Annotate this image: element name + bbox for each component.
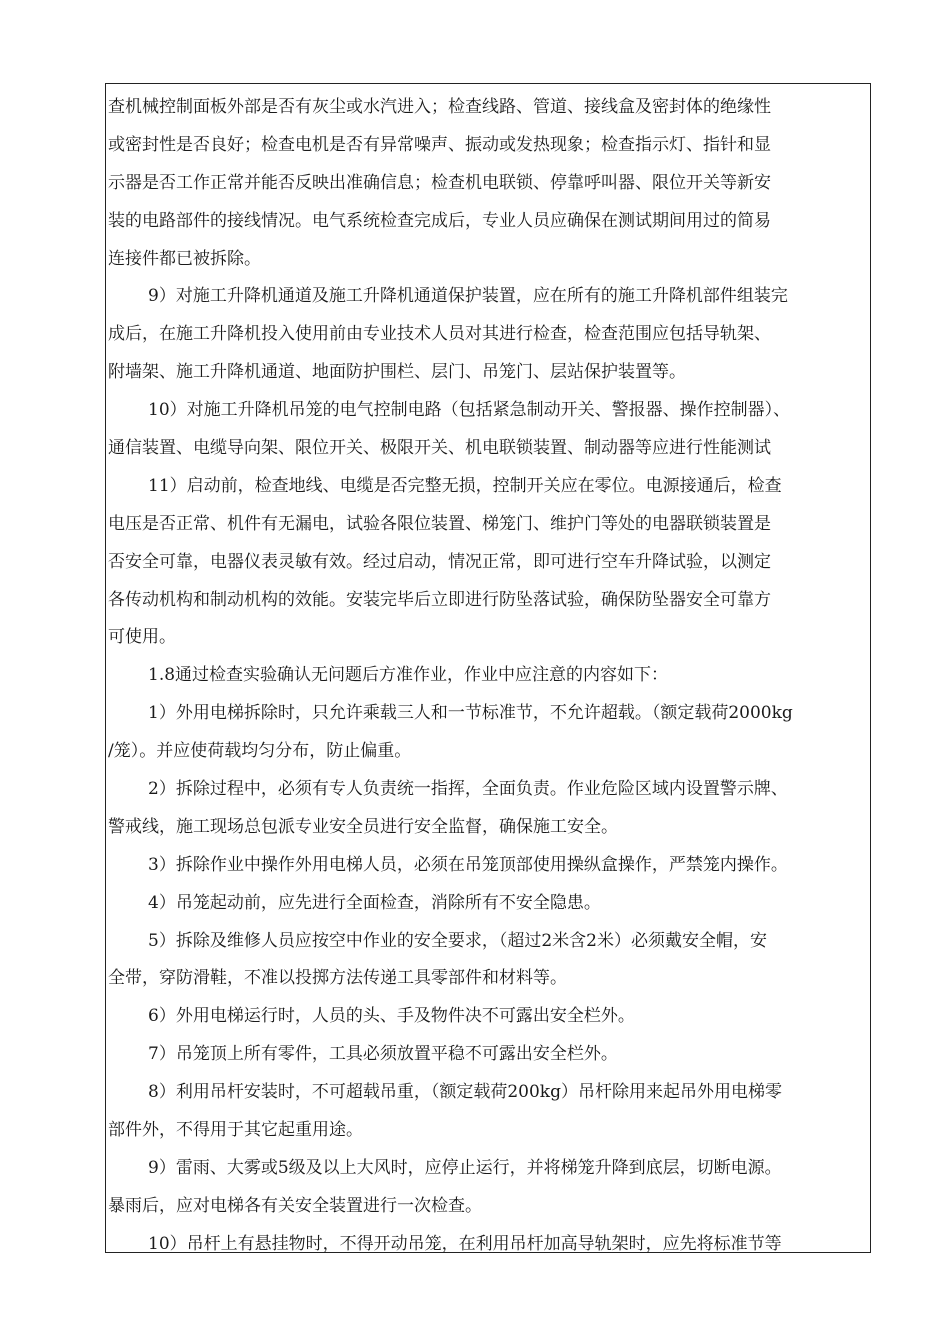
text-line: 9）雷雨、大雾或5级及以上大风时，应停止运行，并将梯笼升降到底层，切断电源。 (148, 1157, 782, 1178)
text-line: 各传动机构和制动机构的效能。安装完毕后立即进行防坠落试验，确保防坠器安全可靠方 (108, 589, 771, 610)
text-line: 示器是否工作正常并能否反映出准确信息；检查机电联锁、停靠呼叫器、限位开关等新安 (108, 172, 771, 193)
document-body (108, 89, 870, 1264)
text-line: 5）拆除及维修人员应按空中作业的安全要求，（超过2米含2米）必须戴安全帽，安 (148, 930, 767, 951)
text-line: 2）拆除过程中，必须有专人负责统一指挥，全面负责。作业危险区域内设置警示牌、 (148, 779, 788, 800)
text-line: 否安全可靠，电器仪表灵敏有效。经过启动，情况正常，即可进行空车升降试验，以测定 (108, 551, 771, 572)
text-line: 附墙架、施工升降机通道、地面防护围栏、层门、吊笼门、层站保护装置等。 (108, 362, 686, 383)
text-line: 3）拆除作业中操作外用电梯人员，必须在吊笼顶部使用操纵盒操作，严禁笼内操作。 (148, 854, 788, 875)
text-line: 或密封性是否良好；检查电机是否有异常噪声、振动或发热现象；检查指示灯、指针和显 (108, 134, 771, 155)
text-line: 警戒线，施工现场总包派专业安全员进行安全监督，确保施工安全。 (108, 816, 618, 837)
text-line: 11）启动前，检查地线、电缆是否完整无损，控制开关应在零位。电源接通后，检查 (148, 475, 782, 496)
text-line: /笼）。并应使荷载均匀分布，防止偏重。 (108, 741, 412, 762)
text-line: 10）吊杆上有悬挂物时，不得开动吊笼，在利用吊杆加高导轨架时，应先将标准节等 (148, 1233, 782, 1254)
text-line: 连接件都已被拆除。 (108, 248, 261, 269)
text-line: 通信装置、电缆导向架、限位开关、极限开关、机电联锁装置、制动器等应进行性能测试 (108, 438, 771, 459)
text-line: 部件外，不得用于其它起重用途。 (108, 1120, 363, 1141)
text-line: 7）吊笼顶上所有零件，工具必须放置平稳不可露出安全栏外。 (148, 1044, 618, 1065)
text-line: 1）外用电梯拆除时，只允许乘载三人和一节标准节，不允许超载。（额定载荷2000kg (148, 703, 793, 724)
text-line: 8）利用吊杆安装时，不可超载吊重，（额定载荷200kg）吊杆除用来起吊外用电梯零 (148, 1082, 782, 1103)
text-line: 暴雨后，应对电梯各有关安全装置进行一次检查。 (108, 1195, 482, 1216)
text-line: 4）吊笼起动前，应先进行全面检查，消除所有不安全隐患。 (148, 892, 601, 913)
text-line: 6）外用电梯运行时，人员的头、手及物件决不可露出安全栏外。 (148, 1006, 635, 1027)
text-line: 装的电路部件的接线情况。电气系统检查完成后，专业人员应确保在测试期间用过的简易 (108, 210, 771, 231)
text-line: 1.8通过检查实验确认无问题后方准作业，作业中应注意的内容如下： (148, 665, 669, 686)
text-line: 10）对施工升降机吊笼的电气控制电路（包括紧急制动开关、警报器、操作控制器）、 (148, 400, 791, 421)
text-line: 全带，穿防滑鞋，不准以投掷方法传递工具零部件和材料等。 (108, 968, 567, 989)
text-line: 成后，在施工升降机投入使用前由专业技术人员对其进行检查，检查范围应包括导轨架、 (108, 324, 771, 345)
text-line: 查机械控制面板外部是否有灰尘或水汽进入；检查线路、管道、接线盒及密封体的绝缘性 (108, 97, 771, 117)
text-line: 电压是否正常、机件有无漏电，试验各限位装置、梯笼门、维护门等处的电器联锁装置是 (108, 513, 771, 534)
text-line: 9）对施工升降机通道及施工升降机通道保护装置，应在所有的施工升降机部件组装完 (148, 286, 788, 307)
text-line: 可使用。 (108, 627, 176, 648)
